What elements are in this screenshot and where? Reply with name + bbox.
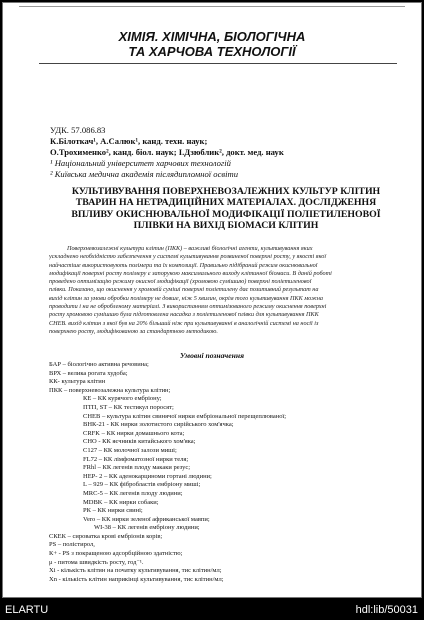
abstract-line: Поверхневозалежні культури клітин (ПКК) – важливі біологічні агенти, культивування яких xyxy=(67,245,313,252)
scanned-page xyxy=(2,2,422,598)
udc-code: УДК. 57.086.83 xyxy=(50,125,106,135)
abbreviation-item: Xi - кількість клітин на початку культивування, тис клітин/мл; xyxy=(49,567,222,575)
title-line: ПЛІВКИ НА ВИХІД БІОМАСИ КЛІТИН xyxy=(133,219,319,231)
abbreviation-item: НЕР- 2 – КК аденокарциноми гортані людини; xyxy=(83,472,212,480)
affiliation-1: ¹ Національний університет харчових технологій xyxy=(50,158,231,168)
affiliation-2: ² Київська медична академія післядипломної освіти xyxy=(50,169,239,179)
abbreviation-item: КК- культура клітин xyxy=(49,378,106,386)
abbreviation-item: ПТП, ST – КК тестикул поросят; xyxy=(83,403,174,411)
title-line: КУЛЬТИВУВАННЯ ПОВЕРХНЕВОЗАЛЕЖНИХ КУЛЬТУР КЛІТИН xyxy=(71,186,381,197)
abstract-line: проведено оптимізацію режиму окисної модифікації (хромовою сумішшю) поверхні поліетиленової xyxy=(49,278,312,286)
repository-name: ELARTU xyxy=(5,604,49,616)
abstract-line: плівки. Показано, що окиснення у хромовій суміші поверхні поліетилену дає позитивний результат на xyxy=(49,286,319,294)
top-border-line xyxy=(19,6,405,7)
abbreviation-item: БАР – біологічно активна речовина; xyxy=(49,361,149,368)
abbreviation-item: СНО - КК яєчників китайського хом'яка; xyxy=(83,438,196,446)
abbreviation-item: ВНК-21 - КК нирки золотистого сирійського хом'ячка; xyxy=(83,421,234,429)
abbreviation-item: WI-38 – КК легенів ембріону людини; xyxy=(94,524,200,532)
article-title xyxy=(43,186,409,231)
abstract-line: росту хромовою сумішшю була підготовлена насадка з поліетиленової плівки для культивування ПКК xyxy=(49,311,319,319)
abbreviation-item: L – 929 – КК фібробластів ембріону миші; xyxy=(83,481,201,489)
journal-title-line-2: ТА ХАРЧОВА ТЕХНОЛОГІЇ xyxy=(128,44,296,59)
abbreviation-item: К+ - PS з покращеною адсорбційною здатністю; xyxy=(49,550,183,558)
abstract-line: проводити і на не обробленому матеріалі. З використанням оптимізованого режиму окиснення поверхні xyxy=(49,303,327,311)
abbreviation-item: MRC-5 – КК легенів плоду людини; xyxy=(83,489,183,497)
article-meta xyxy=(50,125,410,180)
abbreviation-item: FL72 – КК лімфоматозної нирки теля; xyxy=(83,455,189,463)
abstract-line: модифікації поверхні росту полімеру є запорукою максимального виходу клітинної біомаси. В даній роботі xyxy=(49,269,332,277)
abbreviations-list xyxy=(49,361,419,584)
handle-link[interactable]: hdl:lib/50031 xyxy=(355,604,418,616)
abbreviation-item: ПКК – поверхневозалежна культура клітин; xyxy=(49,386,171,394)
abstract-line: ускладнено необхідністю забезпечення у системі культивування розвиненої поверхні росту, у якості якої xyxy=(49,253,327,261)
abbreviation-item: PS – полістирол, xyxy=(49,541,95,549)
abbreviations-heading: Умовні позначення xyxy=(179,351,245,360)
abstract-line: СНЕВ. вихід клітин з якої був на 20% більший ніж при культивуванні в аналогічній системі на носії із xyxy=(49,319,319,327)
abbreviation-item: MDBK – КК нирки собаки; xyxy=(83,498,159,506)
abbreviation-item: С127 – КК молочної залози миші; xyxy=(83,446,177,454)
abbreviation-item: СНЕВ – культура клітин свинячої нирки ембріональної перещеплюваної; xyxy=(83,412,287,420)
authors-line-1: К.Білоткач¹, А.Салюк¹, канд. техн. наук; xyxy=(50,136,208,146)
abbreviation-item: μ - питома швидкість росту, год⁻¹. xyxy=(49,558,144,566)
title-line: ТВАРИН НА НЕТРАДИЦІЙНИХ МАТЕРІАЛАХ. ДОСЛІДЖЕННЯ xyxy=(75,197,377,209)
abstract-line: найчастіше використовують полімери та їх композиції. Правильно підібраний режим окиснювальної xyxy=(49,261,318,269)
abstract-line: вихід клітин за умови обробки полімеру не довше, ніж 5 хвилин, окрім того культивування ПКК можна xyxy=(49,294,324,302)
abbreviation-item: РК – КК нирки свині; xyxy=(83,507,143,515)
abbreviation-item: CRFK – КК нирки домашнього кота; xyxy=(83,429,185,437)
abbreviation-item: Xn - кількість клітин наприкінці культивування, тис клітин/мл; xyxy=(49,575,224,583)
abstract-line: поверхнею росту, модифікованою за стандартною методикою. xyxy=(49,327,218,335)
abstract xyxy=(49,245,415,336)
journal-header xyxy=(3,29,421,59)
abbreviation-item: КЕ – КК курячого ембріону; xyxy=(83,395,162,403)
abbreviation-item: Vero – КК нирки зеленої африканської мавпи; xyxy=(83,515,210,523)
abbreviation-item: ВРХ – велика рогата худоба; xyxy=(49,369,128,377)
title-line: ВПЛИВУ ОКИСНЮВАЛЬНОЇ МОДИФІКАЦІЇ ПОЛІЕТИЛЕНОВОЇ xyxy=(71,208,381,220)
header-divider xyxy=(39,63,397,64)
authors-line-2: О.Трохименко², канд. біол. наук; І.Дзюблик², докт. мед. наук xyxy=(50,147,284,157)
journal-title-line-1: ХІМІЯ. ХІМІЧНА, БІОЛОГІЧНА xyxy=(118,29,306,44)
abbreviation-item: FRhl – КК легенів плоду макаки резус; xyxy=(83,464,191,472)
abbreviation-item: СКЕК – сироватка крові ембріонів корів; xyxy=(49,532,163,540)
footer-bar xyxy=(0,598,424,620)
